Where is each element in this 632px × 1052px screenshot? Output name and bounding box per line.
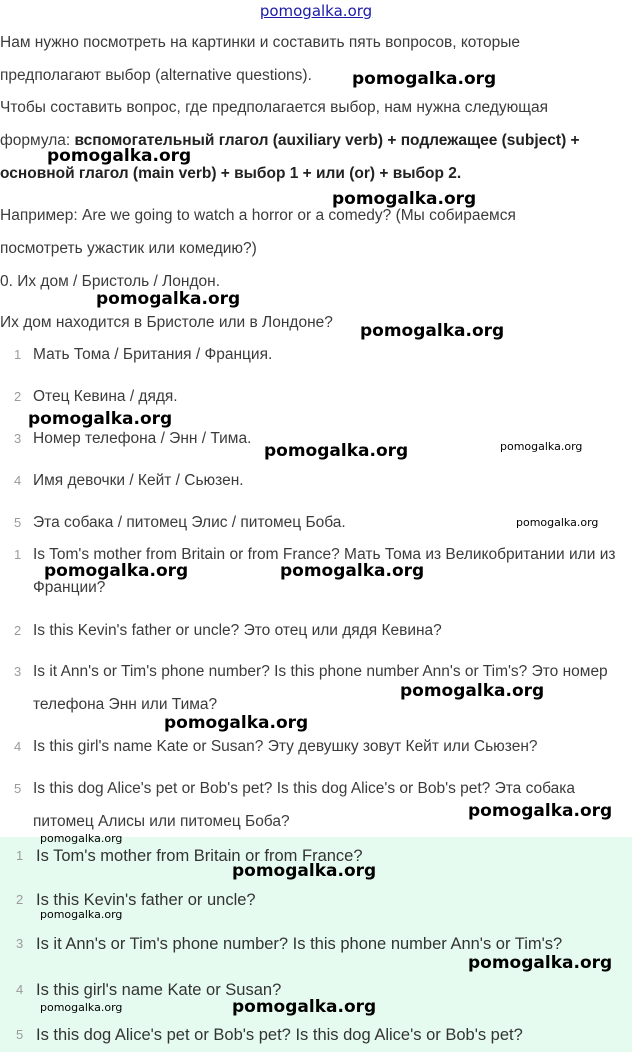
- watermark: pomogalka.org: [468, 953, 613, 973]
- watermark: pomogalka.org: [468, 801, 613, 821]
- watermark: pomogalka.org: [28, 409, 173, 429]
- watermark: pomogalka.org: [352, 69, 497, 89]
- task-number: 1: [14, 347, 22, 362]
- watermark: pomogalka.org: [40, 908, 123, 921]
- watermark: pomogalka.org: [96, 289, 241, 309]
- watermark: pomogalka.org: [40, 1001, 123, 1014]
- site-header-link[interactable]: pomogalka.org: [259, 2, 373, 20]
- watermark: pomogalka.org: [400, 681, 545, 701]
- answer-number: 1: [14, 547, 22, 562]
- intro-line-3: Чтобы составить вопрос, где предполагается выбор, нам нужна следующая: [0, 99, 548, 116]
- formula-bold-2: основной глагол (main verb) + выбор 1 + или (or) + выбор 2.: [0, 165, 462, 182]
- answer-text: Is this Kevin's father or uncle? Это отец или дядя Кевина?: [33, 622, 442, 639]
- watermark: pomogalka.org: [332, 189, 477, 209]
- watermark: pomogalka.org: [232, 997, 377, 1017]
- final-answer-number: 4: [16, 982, 24, 997]
- watermark: pomogalka.org: [44, 561, 189, 581]
- final-answer-number: 2: [16, 892, 24, 907]
- task-number: 2: [14, 389, 22, 404]
- example-answer: Их дом находится в Бристоле или в Лондоне?: [0, 314, 333, 331]
- final-answer-number: 3: [16, 936, 24, 951]
- task-number: 4: [14, 473, 22, 488]
- final-answer-text: Is this dog Alice's pet or Bob's pet? Is this dog Alice's or Bob's pet?: [36, 1026, 523, 1044]
- final-answer-number: 5: [16, 1027, 24, 1042]
- intro-line-2: предполагают выбор (alternative questions).: [0, 67, 312, 84]
- intro-line-1: Нам нужно посмотреть на картинки и составить пять вопросов, которые: [0, 34, 521, 51]
- final-answer-text: Is Tom's mother from Britain or from France?: [36, 847, 363, 865]
- final-answer-text: Is this girl's name Kate or Susan?: [36, 981, 282, 999]
- answer-text: Is it Ann's or Tim's phone number? Is this phone number Ann's or Tim's? Это номер телефона Энн или Тима?: [33, 663, 608, 713]
- answer-number: 5: [14, 781, 22, 796]
- watermark: pomogalka.org: [264, 441, 409, 461]
- watermark: pomogalka.org: [232, 861, 377, 881]
- task-text: Имя девочки / Кейт / Сьюзен.: [33, 472, 244, 489]
- task-number: 5: [14, 515, 22, 530]
- watermark: pomogalka.org: [40, 832, 123, 845]
- watermark: pomogalka.org: [164, 713, 309, 733]
- final-answer-text: Is this Kevin's father or uncle?: [36, 891, 256, 909]
- watermark: pomogalka.org: [500, 440, 583, 453]
- task-text: Эта собака / питомец Элис / питомец Боба.: [33, 514, 346, 531]
- task-text: Отец Кевина / дядя.: [33, 388, 178, 405]
- formula-bold-1: вспомогательный глагол (auxiliary verb) + подлежащее (subject) +: [74, 132, 580, 149]
- task-number: 3: [14, 431, 22, 446]
- answer-text: Is this girl's name Kate or Susan? Эту девушку зовут Кейт или Сьюзен?: [33, 738, 538, 755]
- task-text: Номер телефона / Энн / Тима.: [33, 430, 252, 447]
- task-text: Мать Тома / Британия / Франция.: [33, 346, 273, 363]
- intro-example-line-1: Например: Are we going to watch a horror or a comedy? (Мы собираемся: [0, 207, 516, 224]
- answer-text: Is this dog Alice's pet or Bob's pet? Is this dog Alice's or Bob's pet? Эта собака питомец Алисы или питомец Боба?: [33, 780, 576, 830]
- intro-example-line-2: посмотреть ужастик или комедию?): [0, 240, 257, 257]
- final-answer-text: Is it Ann's or Tim's phone number? Is this phone number Ann's or Tim's?: [36, 935, 563, 953]
- watermark: pomogalka.org: [516, 516, 599, 529]
- intro-formula-line-2: [0, 165, 632, 183]
- watermark: pomogalka.org: [360, 321, 505, 341]
- answer-number: 2: [14, 623, 22, 638]
- watermark: pomogalka.org: [280, 561, 425, 581]
- formula-label: формула:: [0, 132, 75, 149]
- answer-text: Is Tom's mother from Britain or from France? Мать Тома из Великобритании или из Франции?: [33, 546, 616, 596]
- example-task: 0. Их дом / Бристоль / Лондон.: [0, 273, 220, 290]
- answer-number: 3: [14, 664, 22, 679]
- watermark: pomogalka.org: [47, 146, 192, 166]
- answer-number: 4: [14, 739, 22, 754]
- final-answer-number: 1: [16, 848, 24, 863]
